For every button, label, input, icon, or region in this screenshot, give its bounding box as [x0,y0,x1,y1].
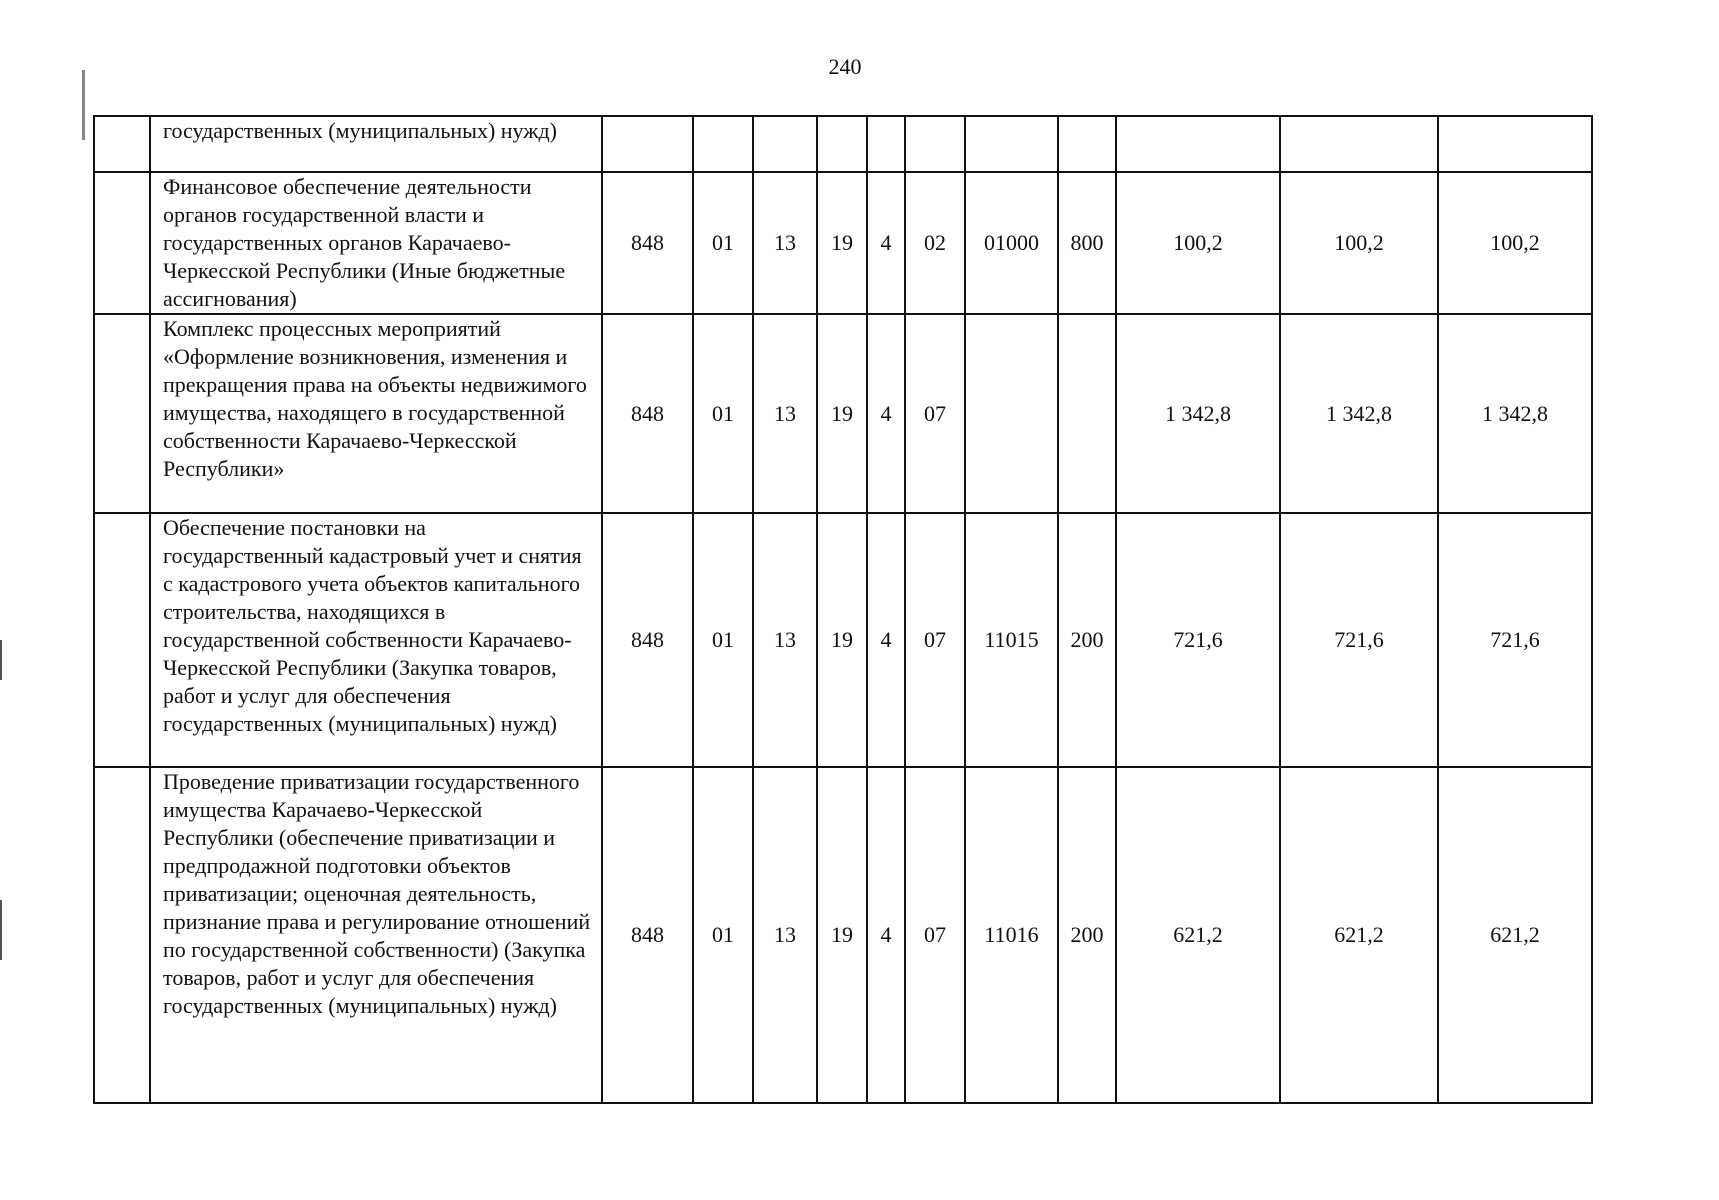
amount-year-2-cell: 1 342,8 [1280,314,1438,513]
subprogram-type-cell: 4 [867,172,905,314]
row-number-cell [94,314,150,513]
amount-year-2-cell: 100,2 [1280,172,1438,314]
ministry-code-cell: 848 [602,767,693,1103]
expense-type-cell: 200 [1058,767,1116,1103]
ministry-code-cell: 848 [602,314,693,513]
amount-year-3-cell [1438,116,1592,172]
row-number-cell [94,767,150,1103]
section-code-cell: 01 [693,767,753,1103]
program-code-cell: 19 [817,513,867,767]
amount-year-3-cell: 1 342,8 [1438,314,1592,513]
section-code-cell: 01 [693,172,753,314]
section-code-cell [693,116,753,172]
table-row [94,513,1592,767]
budget-table [93,115,1593,1104]
subprogram-type-cell [867,116,905,172]
description-cell: Комплекс процессных мероприятий «Оформление возникновения, изменения и прекращения права на объекты недвижимого имущества, находящего в государственной собственности Карачаево-Черкесской Республики» [150,314,602,513]
program-code-cell: 19 [817,767,867,1103]
program-code-cell [817,116,867,172]
subprogram-type-cell: 4 [867,513,905,767]
structural-element-cell: 07 [905,767,965,1103]
scan-artifact [82,70,85,140]
description-cell: Обеспечение постановки на государственный кадастровый учет и снятия с кадастрового учета объектов капитального строительства, находящихся в государственной собственности Карачаево-Черкесской Республики (Закупка товаров, работ и услуг для обеспечения государственных (муниципальных) нужд) [150,513,602,767]
structural-element-cell: 07 [905,513,965,767]
amount-year-2-cell: 721,6 [1280,513,1438,767]
section-code-cell: 01 [693,513,753,767]
description-cell: Финансовое обеспечение деятельности органов государственной власти и государственных органов Карачаево-Черкесской Республики (Иные бюджетные ассигнования) [150,172,602,314]
ministry-code-cell: 848 [602,513,693,767]
amount-year-3-cell: 721,6 [1438,513,1592,767]
program-code-cell: 19 [817,172,867,314]
description-cell: Проведение приватизации государственного имущества Карачаево-Черкесской Республики (обеспечение приватизации и предпродажной подготовки объектов приватизации; оценочная деятельность, признание права и регулирование отношений по государственной собственности) (Закупка товаров, работ и услуг для обеспечения государственных (муниципальных) нужд) [150,767,602,1103]
section-code-cell: 01 [693,314,753,513]
direction-code-cell: 11015 [965,513,1058,767]
expense-type-cell: 200 [1058,513,1116,767]
amount-year-1-cell: 100,2 [1116,172,1280,314]
ministry-code-cell: 848 [602,172,693,314]
subsection-code-cell: 13 [753,314,817,513]
scan-artifact [0,640,2,680]
structural-element-cell: 07 [905,314,965,513]
amount-year-1-cell: 1 342,8 [1116,314,1280,513]
amount-year-1-cell: 621,2 [1116,767,1280,1103]
amount-year-1-cell: 721,6 [1116,513,1280,767]
amount-year-2-cell: 621,2 [1280,767,1438,1103]
amount-year-1-cell [1116,116,1280,172]
expense-type-cell: 800 [1058,172,1116,314]
table-row [94,314,1592,513]
direction-code-cell [965,314,1058,513]
program-code-cell: 19 [817,314,867,513]
subsection-code-cell [753,116,817,172]
description-cell: государственных (муниципальных) нужд) [150,116,602,172]
amount-year-3-cell: 621,2 [1438,767,1592,1103]
scan-artifact [0,900,2,960]
expense-type-cell [1058,314,1116,513]
ministry-code-cell [602,116,693,172]
amount-year-2-cell [1280,116,1438,172]
subsection-code-cell: 13 [753,172,817,314]
page-number: 240 [828,54,862,79]
direction-code-cell [965,116,1058,172]
table-row [94,767,1592,1103]
row-number-cell [94,116,150,172]
direction-code-cell: 11016 [965,767,1058,1103]
expense-type-cell [1058,116,1116,172]
subprogram-type-cell: 4 [867,314,905,513]
subsection-code-cell: 13 [753,513,817,767]
structural-element-cell: 02 [905,172,965,314]
amount-year-3-cell: 100,2 [1438,172,1592,314]
structural-element-cell [905,116,965,172]
row-number-cell [94,513,150,767]
subsection-code-cell: 13 [753,767,817,1103]
direction-code-cell: 01000 [965,172,1058,314]
row-number-cell [94,172,150,314]
subprogram-type-cell: 4 [867,767,905,1103]
table-row [94,172,1592,314]
table-row [94,116,1592,172]
